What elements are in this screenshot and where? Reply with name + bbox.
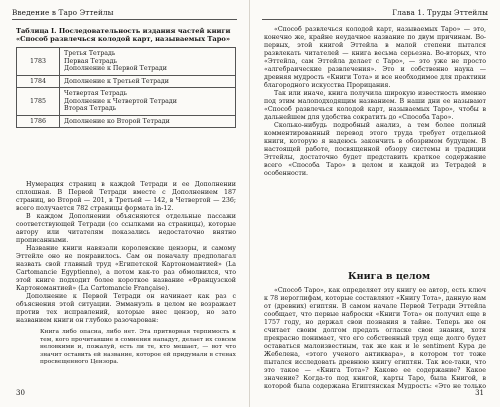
table-cell-parts [60, 75, 236, 88]
left-header-rule [12, 19, 237, 20]
paragraph: В каждом Дополнении объясняются отдельные пассажи соответствующей Тетради (со ссылками на страницы), которые автору или читателям показались недостаточно внятно прописанными. [16, 213, 236, 244]
table-cell-line: Дополнение к Первой Тетради [64, 65, 167, 72]
paragraph: Нумерация страниц в каждой Тетради и ее Дополнении сплошная. В Первой Тетради вместе с Дополнением 187 страниц, во Второй — 201, в Третьей — 142, в Четвертой — 236; всего получается 782 страницы формата in-12. [16, 181, 236, 212]
paragraph: «Способ Таро», как определяет эту книгу ее автор, есть ключ к 78 иероглифам, которые составляют «Книгу Тота», данную нам от (древних) египтян. В самом начале Первой Тетради Эттейла сообщает, что первые наброски «Книги Тота» он получил еще в 1757 году, но держал свои познания в тайне. Теперь же он считает своим долгом предать огласке свои знания, хотя прекрасно понимает, что его собственный труд еще долго будет оставаться малоизвестным, так же как и le sentiment Кура де Жебелена, «этого ученого антиквара», в котором тот тоже пытался исследовать древнюю книгу египтян. Так все-таки, что это такое — «Книга Тота»? Каково ее содержание? Какое значение? Когда-то под книгой, карты Таро, была Книгой, в которой была содержана Египтянская Мудрость: «Это не только [264, 287, 486, 389]
table-cell-year: 1786 [17, 115, 60, 128]
right-header-text: Глава 1. Труды Эттейлы [392, 8, 488, 17]
left-page-number: 30 [16, 389, 25, 397]
block-quote: Книга либо опасна, либо нет. Эта притворная терпимость к тем, кого прочитавшие в сомнения нападут, делает их совсем неловкими и, пожалуй, есть ли те, кто мешает, — вот что значит оставить ей название, которое ей придумали в стенах просвещенного Цензора. [40, 329, 236, 366]
paragraph: «Способ развлечься колодой карт, называемых Таро» — это, конечно же, крайне неудачное название по двум причинам. Во-первых, этой книгой Эттейла в малой степени пытался развлекать читателей — книга весьма серьезна. Во-вторых, что «Эттейла, сам Эттейла делает с Таро», — это уже не просто «алгебраические развлечения». Это и собственно наука — древняя мудрость «Книги Тота» и все необходимое для практики благородного искусства Прорицания. [264, 26, 486, 89]
right-page-number: 31 [475, 389, 484, 397]
right-running-header [262, 8, 488, 20]
table-cell-line: Вторая Тетрадь [64, 105, 117, 112]
right-body-text-bottom [264, 287, 486, 389]
table-cell-line: Четвертая Тетрадь [64, 90, 128, 97]
table-cell-line: Дополнение ко Второй Тетради [64, 117, 170, 125]
table-cell-year: 1784 [17, 75, 60, 88]
table-cell-year: 1783 [17, 48, 60, 76]
table-cell-year: 1785 [17, 88, 60, 116]
right-body-text-top [264, 26, 486, 178]
table-cell-parts [60, 88, 236, 116]
right-page [250, 0, 500, 407]
table-title: Таблица I. Последовательность издания частей книги «Способ развлечься колодой карт, называемых Таро» [16, 27, 231, 44]
paragraph: Сколько-нибудь подробный анализ, а тем более полный комментированный перевод этого труда требует отдельной книги, которую я надеюсь закончить в обозримом будущем. В настоящей работе, посвященной обзору системы и традиции Эттейлы, достаточно будет представить краткое содержание всего «Способа Таро» в целом и каждой из Тетрадей в особенности. [264, 122, 486, 177]
section-heading: Книга в целом [348, 271, 431, 282]
table-row [17, 75, 236, 88]
right-header-rule [262, 19, 488, 20]
left-running-header [12, 8, 237, 20]
table-row [17, 115, 236, 128]
left-body-text [16, 181, 236, 367]
paragraph: Дополнение к Первой Тетради он начинает как раз с объяснения этой ситуации. Эммануэль в целом не возражает против тех исправлений, которые внес цензор, но зато названием книги он глубоко разочарован: [16, 293, 236, 324]
paragraph: Название книги навязали королевские цензоры, и самому Эттейле оно не понравилось. Сам он поначалу предполагал назвать свой главный труд «Египетской Картономантией» (La Cartomancie Egyptienne), а потом как-то раз обмолвился, что этой книге подходит более короткое название «Французской Картономантией» (La Cartomancie Française). [16, 245, 236, 292]
table-row [17, 88, 236, 116]
table-cell-line: Третья Тетрадь [64, 50, 116, 57]
table-cell-line: Первая Тетрадь [64, 57, 118, 65]
left-header-text: Введение в Таро Эттейлы [12, 8, 114, 17]
table-cell-line: Дополнение к Третьей Тетради [64, 77, 169, 85]
table-row [17, 48, 236, 76]
table-cell-parts [60, 115, 236, 128]
table-cell-line: Дополнение к Четвертой Тетради [64, 97, 178, 105]
table-cell-parts [60, 48, 236, 76]
publication-table [16, 47, 236, 128]
paragraph: Так или иначе, книга получила широкую известность именно под этим малоподходящим названием. В наши дни ее называют «Способ развлечься колодой карт, называемых Таро», чтобы в дальнейшем для удобства сократить до «Способа Таро». [264, 90, 486, 121]
